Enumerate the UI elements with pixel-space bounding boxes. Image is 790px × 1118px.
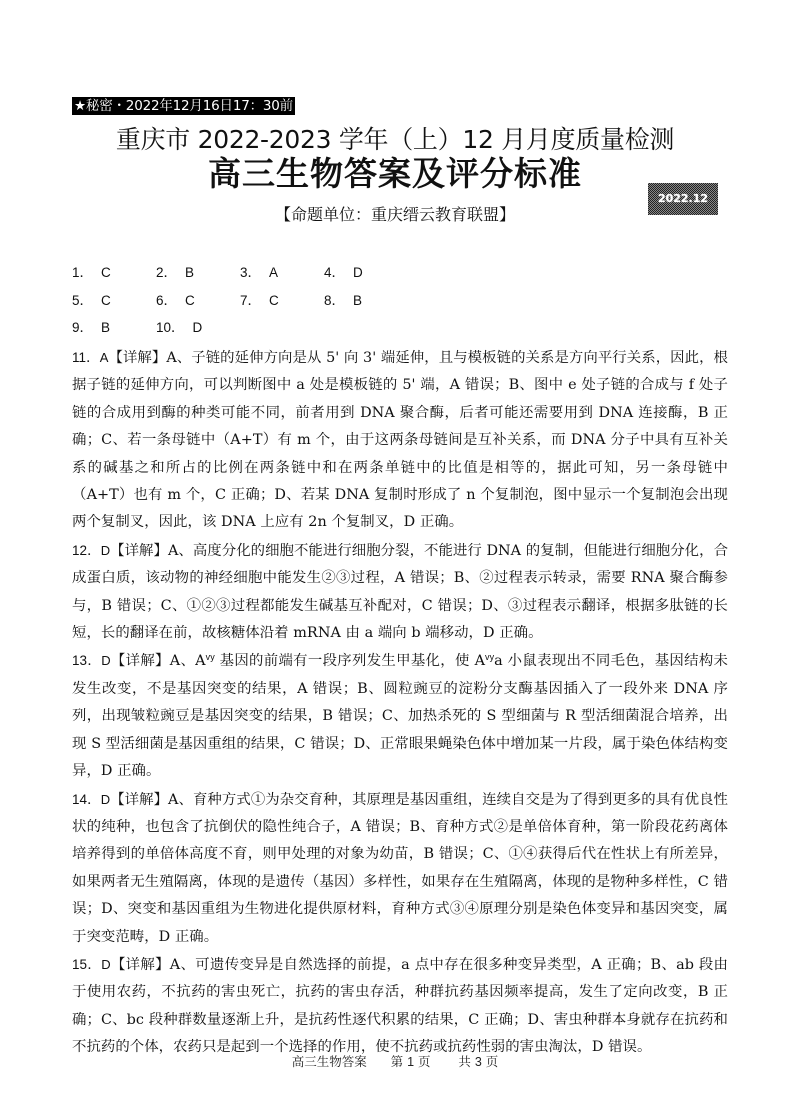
mc-question-number: 8．: [324, 292, 346, 308]
footer-page-prefix: 第: [390, 1054, 404, 1069]
detail-tag: 【详解】: [108, 350, 167, 366]
detail-tag: 【详解】: [110, 956, 170, 973]
explanation-text: A、育种方式①为杂交育种，其原理是基因重组，连续自交是为了得到更多的具有优良性状的纯种，也包含了抗倒伏的隐性纯合子，A 错误；B、育种方式②是单倍体育种，第一阶段花药离体培养得到的单倍体高度不育，则甲处理的对象为幼苗，B 错误；C、①④获得后代在性状上有所差异，如果两者无生殖隔离，体现的是遗传（基因）多样性，如果存在生殖隔离，体现的是物种多样性，C 错误；D、突变和基因重组为生物进化提供原材料，育种方式③④原理分别是染色体变异和基因突变，属于突变范畴，D 正确。: [72, 791, 729, 945]
mc-question-number: 3．: [240, 265, 262, 280]
exam-subtitle: 重庆市 2022-2023 学年（上）12 月月度质量检测: [115, 125, 675, 154]
explanation-14: [72, 786, 728, 951]
mc-answer: A: [269, 265, 279, 280]
question-number: 12．: [72, 542, 101, 558]
explanation-text-c: a 小鼠表现出不同毛色，基因结构未发生改变，不是基因突变的结果，A 错误；B、圆粒豌豆的淀粉分支酶基因插入了一段外来 DNA 序列，出现皱粒豌豆是基因突变的结果，B 错误；C、加热杀死的 S 型细菌与 R 型活细菌混合培养，出现 S 型活细菌是基因重组的结果，C 错误；D、正常眼果蝇染色体中增加某一片段，属于染色体结构变异，D 正确。: [72, 653, 729, 780]
answer-letter: D: [100, 542, 111, 558]
answer-letter: D: [101, 956, 111, 972]
mc-question-number: 5．: [72, 292, 94, 308]
footer-page-number: 1: [407, 1055, 415, 1069]
mc-row: [72, 290, 408, 318]
answer-letter: D: [100, 791, 111, 807]
explanation-12: [72, 537, 728, 648]
answer-letter: A: [99, 350, 109, 365]
mc-question-number: 9．: [72, 320, 94, 335]
mc-answer: D: [353, 265, 363, 280]
multiple-choice-answers: [72, 262, 408, 345]
footer-total-number: 3: [474, 1055, 482, 1069]
mc-answer: B: [353, 292, 363, 308]
question-number: 14．: [72, 791, 101, 807]
explanation-text: A、高度分化的细胞不能进行细胞分裂，不能进行 DNA 的复制，但能进行细胞分化，合成蛋白质，该动物的神经细胞中能发生②③过程，A 错误；B、②过程表示转录，需要 RNA 聚合酶参与，B 错误；C、①②③过程都能发生碱基互补配对，C 错误；D、③过程表示翻译，根据多肽链的长短，长的翻译在前，故核糖体沿着 mRNA 由 a 端向 b 端移动，D 正确。: [72, 542, 729, 642]
explanation-text: A、子链的延伸方向是从 5' 向 3' 端延伸，且与模板链的关系是方向平行关系，因此，根据子链的延伸方向，可以判断图中 a 处是模板链的 5' 端，A 错误；B、图中 e 处子链的合成与 f 处子链的合成用到酶的种类可能不同，前者用到 DNA 聚合酶，后者可能还需要用到 DNA 连接酶，B 正确；C、若一条母链中（A+T）有 m 个，由于这两条母链间是互补关系，而 DNA 分子中具有互补关系的碱基之和所占的比例在两条链中和在两条单链中的比值是相等的，据此可知，另一条母链中（A+T）也有 m 个，C 正确；D、若某 DNA 复制时形成了 n 个复制泡，图中显示一个复制泡会出现两个复制叉，因此，该 DNA 上应有 2n 个复制叉，D 正确。: [72, 350, 728, 531]
footer-page-suffix: 页: [418, 1054, 431, 1069]
footer-total-prefix: 共: [458, 1054, 471, 1069]
mc-row: [72, 317, 408, 345]
mc-question-number: 10．: [156, 320, 185, 335]
question-number: 15．: [72, 956, 102, 972]
detail-tag: 【详解】: [110, 791, 169, 808]
page-footer: [0, 1052, 790, 1070]
footer-total-suffix: 页: [485, 1054, 499, 1069]
allele-superscript: vy: [205, 652, 215, 663]
explanations: [72, 344, 728, 1062]
mc-item: [72, 317, 156, 339]
confidential-label: ★秘密・2022年12月16日17：30前: [74, 98, 293, 114]
question-number: 13．: [72, 653, 102, 669]
allele-superscript: vy: [485, 652, 495, 663]
explanation-text-b: 基因的前端有一段序列发生甲基化，使 A: [214, 653, 486, 670]
mc-item: [156, 290, 240, 312]
mc-item: [72, 290, 156, 312]
mc-question-number: 4．: [324, 265, 346, 280]
mc-answer: C: [269, 292, 279, 308]
mc-row: [72, 262, 408, 290]
mc-answer: C: [101, 292, 111, 308]
mc-item: [324, 290, 408, 312]
date-stamp-text: 2022.12: [657, 192, 709, 205]
explanation-15: [72, 951, 728, 1062]
answer-letter: D: [101, 653, 111, 669]
mc-answer: C: [101, 265, 111, 280]
document-title: 高三生物答案及评分标准: [208, 154, 582, 193]
mc-answer: B: [101, 320, 111, 335]
mc-answer: D: [192, 320, 203, 335]
detail-tag: 【详解】: [110, 653, 170, 670]
mc-question-number: 1．: [72, 265, 94, 280]
explanation-13: [72, 647, 728, 785]
mc-item: [240, 262, 324, 284]
mc-question-number: 7．: [240, 292, 262, 308]
mc-item: [240, 290, 324, 312]
mc-question-number: 6．: [156, 292, 178, 308]
mc-answer: C: [185, 292, 195, 308]
explanation-text-a: A、A: [169, 653, 206, 670]
detail-tag: 【详解】: [110, 542, 168, 559]
mc-item: [156, 317, 240, 339]
authoring-unit: 【命题单位：重庆缙云教育联盟】: [274, 205, 515, 224]
footer-doc-name: 高三生物答案: [291, 1054, 367, 1069]
mc-question-number: 2．: [156, 265, 178, 280]
mc-item: [324, 262, 408, 284]
mc-item: [156, 262, 240, 284]
mc-answer: B: [185, 265, 195, 280]
mc-item: [72, 262, 156, 284]
explanation-text: A、可遗传变异是自然选择的前提，a 点中存在很多种变异类型，A 正确；B、ab 段由于使用农药，不抗药的害虫死亡，抗药的害虫存活，种群抗药基因频率提高，发生了定向改变，B 正确；C、bc 段种群数量逐渐上升，是抗药性逐代积累的结果，C 正确；D、害虫种群本身就存在抗药和不抗药的个体，农药只是起到一个选择的作用，使不抗药或抗药性弱的害虫淘汰，D 错误。: [72, 956, 729, 1056]
explanation-11: [72, 344, 728, 537]
question-number: 11．: [72, 350, 100, 365]
